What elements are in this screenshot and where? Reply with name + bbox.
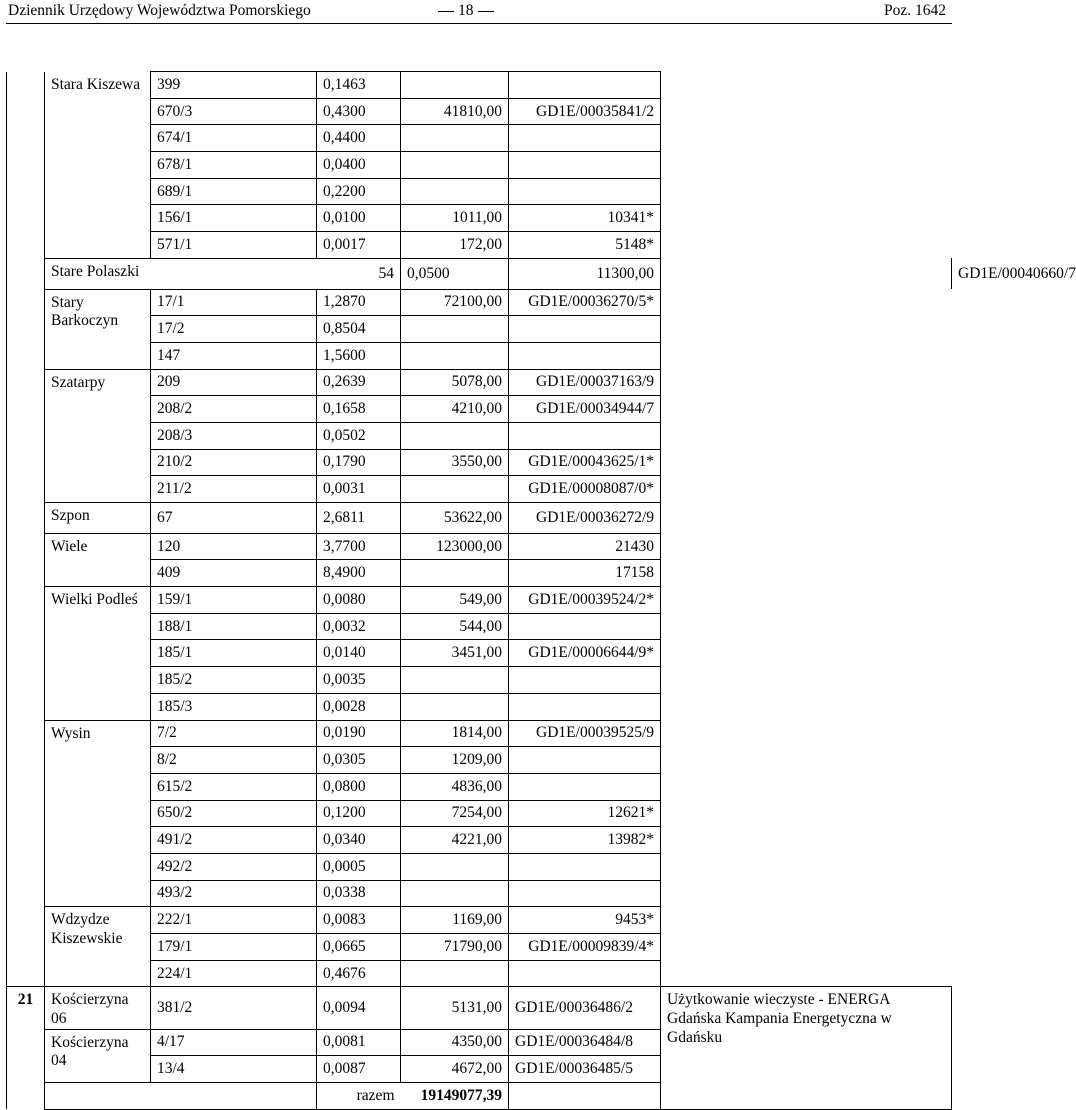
parcel-cell: 224/1	[151, 960, 317, 987]
area-cell: 0,0502	[317, 422, 401, 449]
value-cell: 123000,00	[401, 533, 509, 560]
parcel-cell: 678/1	[151, 152, 317, 179]
area-cell: 0,0500	[401, 258, 509, 289]
value-cell: 172,00	[401, 232, 509, 259]
value-cell	[401, 560, 509, 587]
kw-cell: GD1E/00034944/7	[509, 396, 661, 423]
area-cell: 0,2200	[317, 178, 401, 205]
area-cell: 0,0087	[317, 1056, 401, 1083]
value-cell	[401, 316, 509, 343]
parcel-cell: 222/1	[151, 907, 317, 934]
table-row	[7, 72, 952, 99]
area-cell: 0,1658	[317, 396, 401, 423]
area-cell: 0,8504	[317, 316, 401, 343]
area-cell: 1,5600	[317, 342, 401, 369]
blank-cell	[509, 1082, 661, 1109]
value-cell	[401, 960, 509, 987]
kw-cell: 21430	[509, 533, 661, 560]
parcel-cell: 650/2	[151, 800, 317, 827]
value-cell	[401, 125, 509, 152]
locality-cell: Stary Barkoczyn	[45, 289, 151, 369]
area-cell: 3,7700	[317, 533, 401, 560]
value-cell: 11300,00	[509, 258, 661, 289]
parcel-cell: 208/3	[151, 422, 317, 449]
kw-cell: GD1E/00036484/8	[509, 1029, 661, 1056]
value-cell: 41810,00	[401, 98, 509, 125]
area-cell: 0,0031	[317, 476, 401, 503]
value-cell: 7254,00	[401, 800, 509, 827]
kw-cell: GD1E/00006644/9*	[509, 640, 661, 667]
value-cell: 3451,00	[401, 640, 509, 667]
kw-cell: GD1E/00036272/9	[509, 503, 661, 534]
parcel-cell: 409	[151, 560, 317, 587]
parcel-cell: 67	[151, 503, 317, 534]
value-cell	[401, 152, 509, 179]
kw-cell	[509, 422, 661, 449]
kw-cell	[509, 747, 661, 774]
total-label: razem	[317, 1082, 401, 1109]
value-cell: 4350,00	[401, 1029, 509, 1056]
value-cell: 5078,00	[401, 369, 509, 396]
area-cell: 0,0081	[317, 1029, 401, 1056]
position-number: Poz. 1642	[884, 2, 946, 19]
value-cell: 71790,00	[401, 934, 509, 961]
kw-cell: 9453*	[509, 907, 661, 934]
area-cell: 0,4300	[317, 98, 401, 125]
kw-cell: GD1E/00036270/5*	[509, 289, 661, 316]
locality-cell: Kościerzyna 04	[45, 1029, 151, 1082]
kw-cell	[509, 693, 661, 720]
area-cell: 0,0400	[317, 152, 401, 179]
area-cell: 0,0028	[317, 693, 401, 720]
area-cell: 0,0083	[317, 907, 401, 934]
kw-cell: GD1E/00035841/2	[509, 98, 661, 125]
parcel-cell: 210/2	[151, 449, 317, 476]
parcel-cell: 179/1	[151, 934, 317, 961]
parcel-cell: 399	[151, 72, 317, 99]
total-value: 19149077,39	[401, 1082, 509, 1109]
parcel-cell: 4/17	[151, 1029, 317, 1056]
locality-cell: Stara Kiszewa	[45, 72, 151, 259]
value-cell	[401, 342, 509, 369]
parcel-cell: 185/1	[151, 640, 317, 667]
value-cell: 549,00	[401, 587, 509, 614]
value-cell: 3550,00	[401, 449, 509, 476]
value-cell: 4221,00	[401, 827, 509, 854]
area-cell: 0,1463	[317, 72, 401, 99]
kw-cell: GD1E/00039525/9	[509, 720, 661, 747]
kw-cell: GD1E/00037163/9	[509, 369, 661, 396]
parcel-cell: 185/3	[151, 693, 317, 720]
parcel-cell: 7/2	[151, 720, 317, 747]
locality-cell: Szatarpy	[45, 369, 151, 502]
area-cell: 0,0005	[317, 853, 401, 880]
entry-number-cell: 21	[7, 987, 45, 1109]
kw-cell: GD1E/00008087/0*	[509, 476, 661, 503]
value-cell	[401, 422, 509, 449]
value-cell	[401, 880, 509, 907]
value-cell	[401, 72, 509, 99]
blank-cell	[45, 1082, 317, 1109]
kw-cell: GD1E/00043625/1*	[509, 449, 661, 476]
parcel-cell: 689/1	[151, 178, 317, 205]
area-cell: 0,0094	[317, 987, 401, 1029]
area-cell: 0,1790	[317, 449, 401, 476]
area-cell: 0,0035	[317, 667, 401, 694]
parcel-cell: 147	[151, 342, 317, 369]
kw-cell: GD1E/00036485/5	[509, 1056, 661, 1083]
parcel-cell: 492/2	[151, 853, 317, 880]
kw-cell: 17158	[509, 560, 661, 587]
parcel-cell: 159/1	[151, 587, 317, 614]
area-cell: 2,6811	[317, 503, 401, 534]
value-cell	[401, 693, 509, 720]
entry-number-cell	[7, 72, 45, 987]
parcel-cell: 188/1	[151, 613, 317, 640]
area-cell: 0,0665	[317, 934, 401, 961]
parcel-cell: 381/2	[151, 987, 317, 1029]
value-cell	[401, 178, 509, 205]
table-row: Stare Polaszki 54 0,0500 11300,00 GD1E/00040660/7	[7, 258, 952, 289]
kw-cell	[509, 667, 661, 694]
parcel-cell: 674/1	[151, 125, 317, 152]
area-cell: 0,0338	[317, 880, 401, 907]
parcel-cell: 670/3	[151, 98, 317, 125]
locality-cell: Wiele	[45, 533, 151, 586]
kw-cell	[509, 178, 661, 205]
area-cell: 0,0017	[317, 232, 401, 259]
area-cell: 0,2639	[317, 369, 401, 396]
parcel-cell: 208/2	[151, 396, 317, 423]
parcel-cell: 185/2	[151, 667, 317, 694]
locality-cell: Wielki Podleś	[45, 587, 151, 720]
area-cell: 1,2870	[317, 289, 401, 316]
area-cell: 0,0800	[317, 773, 401, 800]
area-cell: 0,0305	[317, 747, 401, 774]
journal-title: Dziennik Urzędowy Województwa Pomorskiego	[8, 2, 311, 19]
kw-cell: GD1E/00036486/2	[509, 987, 661, 1029]
area-cell: 0,0080	[317, 587, 401, 614]
area-cell: 8,4900	[317, 560, 401, 587]
parcel-cell: 615/2	[151, 773, 317, 800]
locality-cell: Wdzydze Kiszewskie	[45, 907, 151, 987]
value-cell: 72100,00	[401, 289, 509, 316]
parcel-cell: 8/2	[151, 747, 317, 774]
locality-cell: Wysin	[45, 720, 151, 907]
kw-cell: 10341*	[509, 205, 661, 232]
kw-cell: GD1E/00039524/2*	[509, 587, 661, 614]
kw-cell	[509, 342, 661, 369]
kw-cell	[509, 880, 661, 907]
area-cell: 0,1200	[317, 800, 401, 827]
parcel-cell: 17/2	[151, 316, 317, 343]
value-cell	[401, 853, 509, 880]
value-cell	[401, 476, 509, 503]
area-cell: 0,0190	[317, 720, 401, 747]
parcel-cell: 120	[151, 533, 317, 560]
usage-cell	[661, 72, 952, 987]
property-table	[6, 71, 1076, 1110]
value-cell	[401, 667, 509, 694]
usage-cell: Użytkowanie wieczyste - ENERGA Gdańska Kampania Energetyczna w Gdańsku	[661, 987, 952, 1109]
locality-cell: Szpon	[45, 503, 151, 534]
kw-cell	[509, 960, 661, 987]
value-cell: 4210,00	[401, 396, 509, 423]
kw-cell	[509, 125, 661, 152]
locality-cell: Kościerzyna 06	[45, 987, 151, 1029]
area-cell: 0,0100	[317, 205, 401, 232]
value-cell: 1209,00	[401, 747, 509, 774]
parcel-cell: 211/2	[151, 476, 317, 503]
parcel-cell: 571/1	[151, 232, 317, 259]
table-row	[7, 987, 952, 1029]
area-cell: 0,4676	[317, 960, 401, 987]
value-cell: 544,00	[401, 613, 509, 640]
parcel-cell: 17/1	[151, 289, 317, 316]
kw-cell	[509, 773, 661, 800]
parcel-cell: 491/2	[151, 827, 317, 854]
kw-cell	[509, 72, 661, 99]
kw-cell	[509, 853, 661, 880]
value-cell: 53622,00	[401, 503, 509, 534]
kw-cell: 5148*	[509, 232, 661, 259]
value-cell: 4672,00	[401, 1056, 509, 1083]
page-number: 18	[434, 2, 498, 20]
parcel-cell: 156/1	[151, 205, 317, 232]
area-cell: 0,0340	[317, 827, 401, 854]
parcel-cell: 209	[151, 369, 317, 396]
area-cell: 0,4400	[317, 125, 401, 152]
header-rule	[6, 23, 952, 24]
kw-cell: 12621*	[509, 800, 661, 827]
value-cell: 1011,00	[401, 205, 509, 232]
locality-cell: Stare Polaszki	[45, 258, 317, 289]
kw-cell	[509, 613, 661, 640]
kw-cell: GD1E/00009839/4*	[509, 934, 661, 961]
kw-cell: 13982*	[509, 827, 661, 854]
area-cell: 0,0032	[317, 613, 401, 640]
value-cell: 1169,00	[401, 907, 509, 934]
parcel-cell: 493/2	[151, 880, 317, 907]
area-cell: 0,0140	[317, 640, 401, 667]
kw-cell	[509, 316, 661, 343]
value-cell: 5131,00	[401, 987, 509, 1029]
value-cell: 1814,00	[401, 720, 509, 747]
parcel-cell: 13/4	[151, 1056, 317, 1083]
kw-cell	[509, 152, 661, 179]
value-cell: 4836,00	[401, 773, 509, 800]
parcel-cell: 54	[317, 258, 401, 289]
page-header	[0, 0, 960, 24]
